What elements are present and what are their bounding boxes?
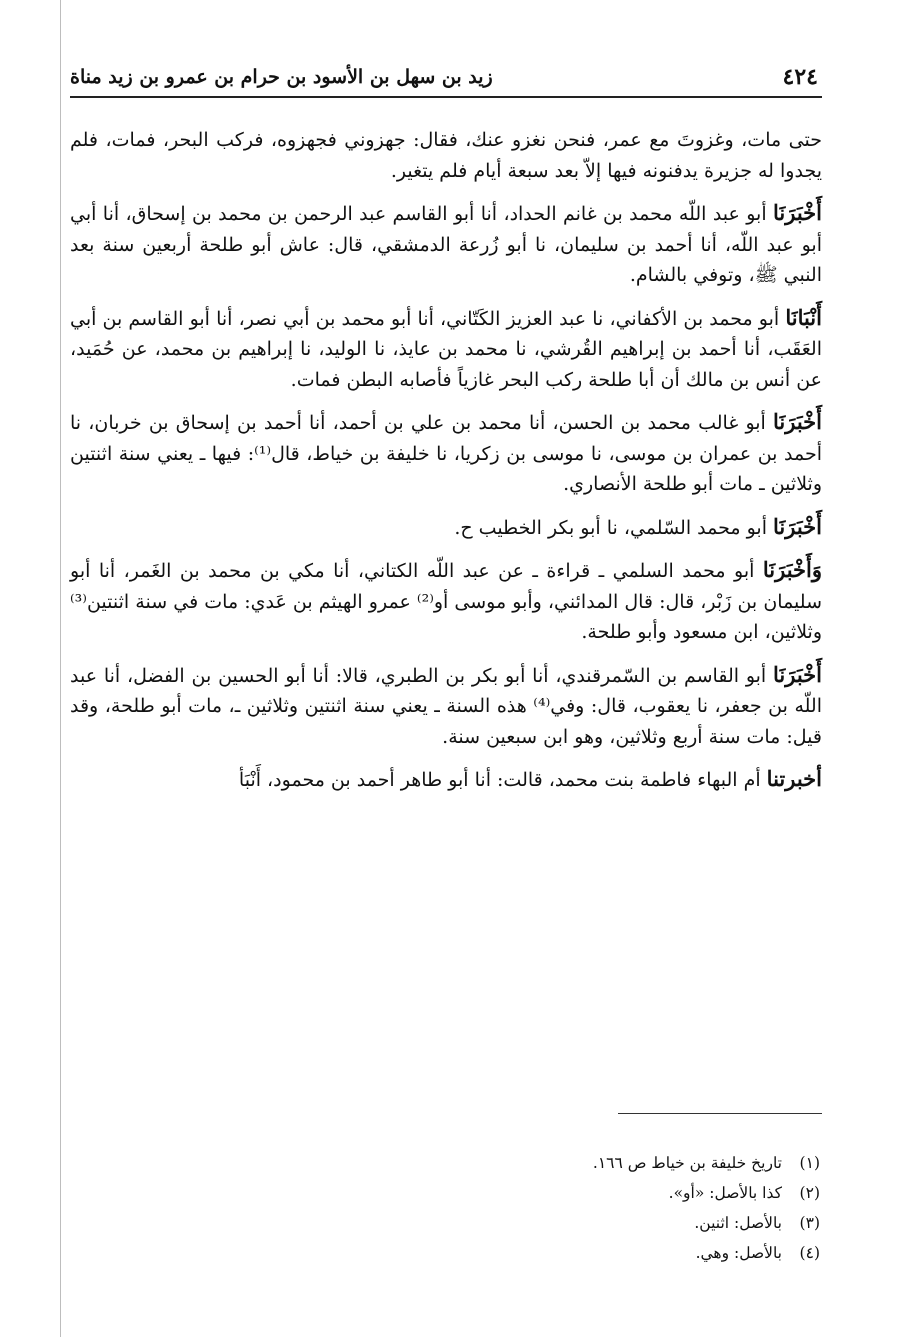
footnote-text: بالأصل: وهي. [695, 1244, 782, 1262]
paragraph-text: أبو محمد السلمي ـ قراءة ـ عن عبد اللّه الكتاني، أنا مكي بن محمد بن الغَمر، أنا أبو سليمان بن زَبْر، قال: قال المدائني، وأبو موسى أو⁽²⁾ عمرو الهيثم بن عَدي: مات في سنة اثنتين⁽³⁾ وثلاثين، ابن مسعود وأبو طلحة. [70, 560, 822, 643]
running-title: زيد بن سهل بن الأسود بن حرام بن عمرو بن زيد مناة [70, 66, 493, 88]
paragraph [70, 555, 822, 648]
paragraph-lead-word: أَنْبَانَا [785, 304, 822, 330]
footnote-text: كذا بالأصل: «أو». [668, 1184, 782, 1202]
paragraph-text: أبو محمد بن الأكفاني، نا عبد العزيز الكَتّاني، أنا أبو محمد بن أبي نصر، أنا أبو القاسم بن أبي العَقَب، أنا أحمد بن إبراهيم القُرشي، نا محمد بن عايذ، نا الوليد، نا إبراهيم بن محمد، عن حُمَيد، عن أنس بن مالك أن أبا طلحة ركب البحر غازياً فأصابه البطن فمات. [70, 307, 822, 391]
paragraph-lead-word: أَخْبَرَنَا [773, 200, 822, 225]
paragraph [70, 198, 822, 291]
footnote [470, 1238, 820, 1268]
footnotes [470, 1148, 820, 1268]
margin-rule [60, 0, 61, 1337]
paragraph-lead-word: أخبرتنا [766, 766, 822, 791]
paragraph-text: أبو عبد اللّه محمد بن غانم الحداد، أنا أبو القاسم عبد الرحمن بن محمد بن إسحاق، أنا أبي أبو عبد اللّه، أنا أحمد بن سليمان، نا أبو زُرعة الدمشقي، قال: عاش أبو طلحة أربعين سنة بعد النبي ﷺ، وتوفي بالشام. [70, 203, 822, 286]
paragraph-lead-word: أَخْبَرَنَا [773, 513, 822, 539]
footnote-number: (١) [799, 1154, 820, 1172]
paragraph [70, 303, 822, 396]
paragraph [70, 124, 822, 186]
paragraph-lead-word: أَخْبَرَنَا [773, 409, 822, 434]
paragraph [70, 407, 822, 500]
footnote-number: (٣) [799, 1214, 820, 1232]
footnote-number: (٢) [799, 1184, 820, 1202]
paragraph [70, 764, 822, 796]
page-header [70, 62, 822, 98]
paragraph-lead-word: أَخْبَرَنَا [773, 661, 822, 687]
paragraph-text: أبو القاسم بن السّمرقندي، أنا أبو بكر بن الطبري، قالا: أنا أبو الحسين بن الفضل، أنا عبد اللّه بن جعفر، نا يعقوب، قال: وفي⁽⁴⁾ هذه السنة ـ يعني سنة اثنتين وثلاثين ـ، مات أبو طلحة، وقد قيل: مات سنة أربع وثلاثين، وهو ابن سبعين سنة. [70, 664, 822, 748]
paragraph [70, 660, 822, 753]
paragraph-lead-word: وَأَخْبَرَنَا [762, 557, 822, 582]
footnote-text: بالأصل: اثنين. [694, 1214, 782, 1232]
footnote [470, 1178, 820, 1208]
footnote [470, 1208, 820, 1238]
paragraph-text: أبو محمد السّلمي، نا أبو بكر الخطيب ح. [454, 516, 774, 539]
paragraph [70, 512, 822, 544]
paragraph-text: حتى مات، وغزوتَ مع عمر، فنحن نغزو عنك، فقال: جهزوني فجهزوه، فركب البحر، فمات، فلم يجدوا له جزيرة يدفنونه فيها إلاّ بعد سبعة أيام فلم يتغير. [70, 129, 822, 182]
footnote-separator [618, 1113, 822, 1114]
page-number: ٤٢٤ [782, 64, 818, 90]
footnote-text: تاريخ خليفة بن خياط ص ١٦٦. [592, 1154, 782, 1172]
paragraph-text: أبو غالب محمد بن الحسن، أنا محمد بن علي بن أحمد، أنا أحمد بن إسحاق بن خربان، نا أحمد بن عمران بن موسى، نا موسى بن زكريا، نا خليفة بن خياط، قال⁽¹⁾: فيها ـ يعني سنة اثنتين وثلاثين ـ مات أبو طلحة الأنصاري. [70, 412, 822, 495]
footnote [470, 1148, 820, 1178]
paragraph-text: أم البهاء فاطمة بنت محمد، قالت: أنا أبو طاهر أحمد بن محمود، أَنْبَأ [238, 769, 767, 791]
footnote-number: (٤) [799, 1244, 820, 1262]
main-text [70, 124, 822, 808]
